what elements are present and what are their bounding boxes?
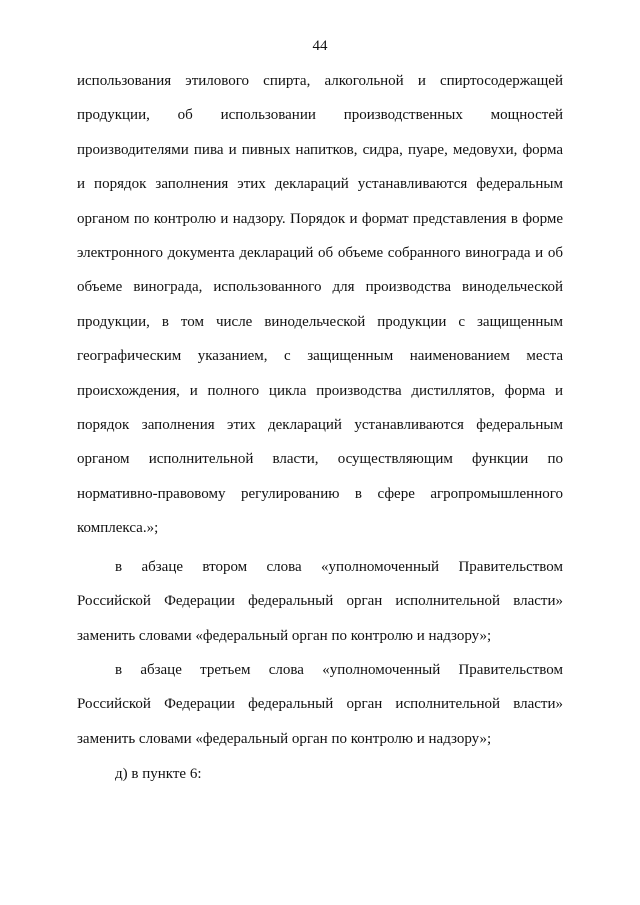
text-line: органом исполнительной власти, осуществляющим функции по [77,451,563,468]
text-line: использования этилового спирта, алкогольной и спиртосодержащей [77,73,563,89]
text-line: продукции, в том числе винодельческой продукции с защищенным [77,313,563,330]
text-line: в абзаце третьем слова «уполномоченный Правительством [115,662,563,678]
paragraph-item-d [77,757,563,791]
paragraph-amendment-second [77,550,563,653]
text-line: заменить словами «федеральный орган по контролю и надзору»; [77,627,492,644]
text-line: органом по контролю и надзору. Порядок и формат представления в форме [77,210,563,227]
paragraph-amendment-third [77,653,563,756]
text-line: заменить словами «федеральный орган по контролю и надзору»; [77,730,492,747]
text-line: д) в пункте 6: [115,766,202,782]
text-line: объеме винограда, использованного для производства винодельческой [77,279,563,296]
text-line: в абзаце втором слова «уполномоченный Правительством [115,559,563,575]
paragraph-continuation [77,64,563,545]
text-line: Российской Федерации федеральный орган исполнительной власти» [77,696,563,713]
text-line: и порядок заполнения этих деклараций устанавливаются федеральным [77,176,563,193]
page-number: 44 [312,38,328,54]
text-line: комплекса.»; [77,520,159,537]
text-line: происхождения, и полного цикла производства дистиллятов, форма и [77,382,563,399]
text-line: нормативно-правовому регулированию в сфере агропромышленного [77,485,563,502]
text-line: Российской Федерации федеральный орган исполнительной власти» [77,593,563,610]
text-line: географическим указанием, с защищенным наименованием места [77,348,563,365]
text-line: порядок заполнения этих деклараций устанавливаются федеральным [77,416,563,433]
text-line: производителями пива и пивных напитков, сидра, пуаре, медовухи, форма [77,141,563,158]
text-line: продукции, об использовании производственных мощностей [77,107,563,124]
text-line: электронного документа деклараций об объеме собранного винограда и об [77,244,563,261]
